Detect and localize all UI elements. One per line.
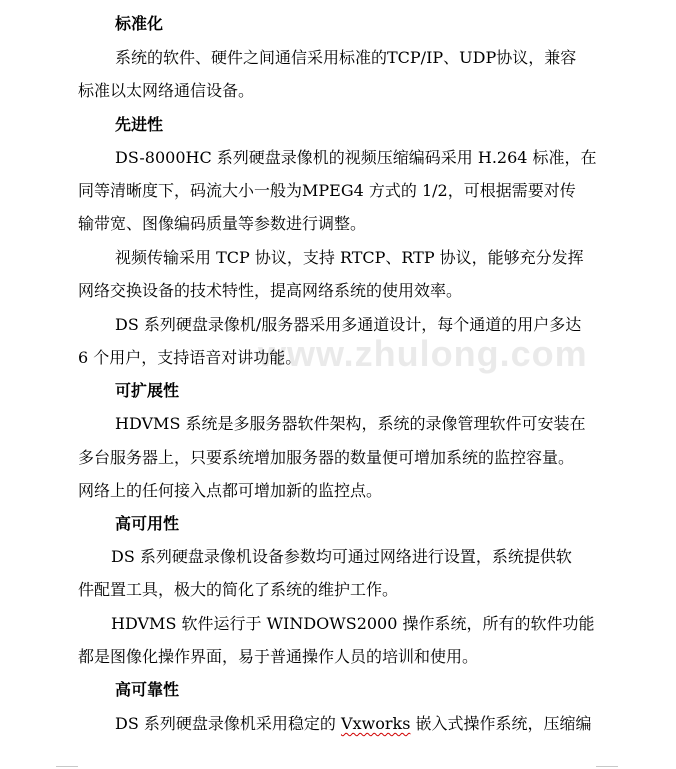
paragraph-line: 输带宽、图像编码质量等参数进行调整。 <box>78 214 367 233</box>
paragraph-line: DS-8000HC 系列硬盘录像机的视频压缩编码采用 H.264 标准，在 <box>115 148 597 167</box>
heading-scalability: 可扩展性 <box>115 381 180 400</box>
paragraph-line: 6 个用户，支持语音对讲功能。 <box>78 348 302 367</box>
paragraph-line <box>115 714 592 734</box>
page-corner-mark-right <box>596 766 618 767</box>
paragraph-line: 网络交换设备的技术特性，提高网络系统的使用效率。 <box>78 281 463 300</box>
text-fragment: DS 系列硬盘录像机采用稳定的 <box>115 714 341 733</box>
heading-standardization: 标准化 <box>115 14 164 33</box>
paragraph-line: 同等清晰度下，码流大小一般为MPEG4 方式的 1/2，可根据需要对传 <box>78 181 576 200</box>
paragraph-line: 件配置工具，极大的简化了系统的维护工作。 <box>78 580 399 599</box>
paragraph-line: HDVMS 系统是多服务器软件架构，系统的录像管理软件可安装在 <box>115 414 586 433</box>
heading-reliability: 高可靠性 <box>115 680 180 699</box>
paragraph-line: DS 系列硬盘录像机/服务器采用多通道设计，每个通道的用户多达 <box>115 315 582 334</box>
paragraph-line: DS 系列硬盘录像机设备参数均可通过网络进行设置，系统提供软 <box>111 547 572 566</box>
paragraph-line: 都是图像化操作界面，易于普通操作人员的培训和使用。 <box>78 647 479 666</box>
paragraph-line: 网络上的任何接入点都可增加新的监控点。 <box>78 481 383 500</box>
paragraph-line: 标准以太网络通信设备。 <box>78 81 255 100</box>
heading-advanced: 先进性 <box>115 115 164 134</box>
paragraph-line: 多台服务器上，只要系统增加服务器的数量便可增加系统的监控容量。 <box>78 448 575 467</box>
paragraph-line: HDVMS 软件运行于 WINDOWS2000 操作系统，所有的软件功能 <box>111 614 595 633</box>
watermark-text: www.zhulong.com <box>258 333 588 374</box>
text-fragment: 嵌入式操作系统，压缩编 <box>410 714 592 733</box>
spellcheck-flagged-word: Vxworks <box>340 714 411 733</box>
paragraph-line: 系统的软件、硬件之间通信采用标准的TCP/IP、UDP协议，兼容 <box>115 48 577 67</box>
paragraph-line: 视频传输采用 TCP 协议，支持 RTCP、RTP 协议，能够充分发挥 <box>115 248 584 267</box>
page-corner-mark-left <box>56 766 78 767</box>
heading-usability: 高可用性 <box>115 514 180 533</box>
